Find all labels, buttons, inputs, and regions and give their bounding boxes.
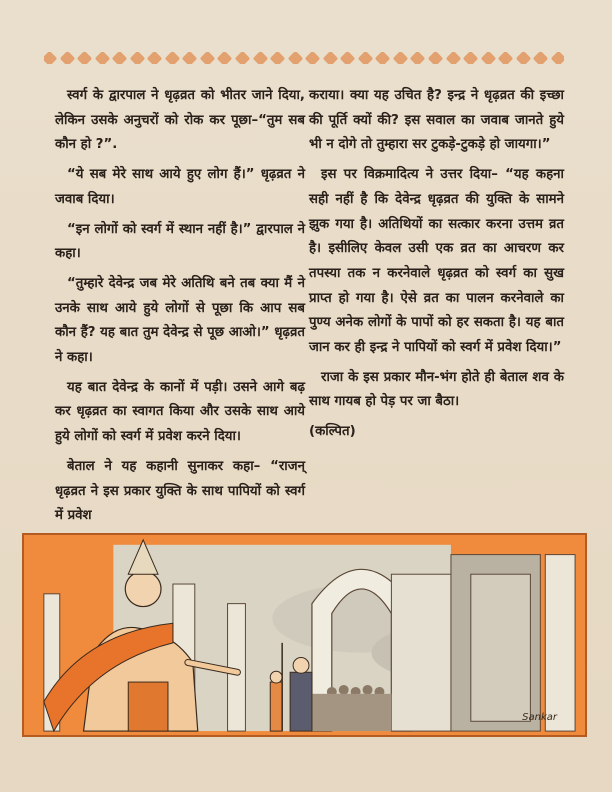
paragraph: बेताल ने यह कहानी सुनाकर कहा– “राजन् धृढ़व्रत ने इस प्रकार युक्ति के साथ पापियों को स्वर्ग में प्रवेश: [55, 458, 305, 524]
ornament-icon: [129, 52, 145, 64]
ornament-icon: [322, 52, 338, 64]
paragraph: “ये सब मेरे साथ आये हुए लोग हैं।” धृढ़व्रत ने जवाब दिया।: [55, 167, 305, 207]
ornament-icon: [200, 52, 216, 64]
ornament-icon: [498, 52, 514, 64]
ornament-icon: [182, 52, 198, 64]
ornament-icon: [358, 52, 374, 64]
ornament-icon: [217, 52, 233, 64]
story-ending-tag: (कल्पित): [309, 424, 356, 440]
paragraph: राजा के इस प्रकार मौन-भंग होते ही बेताल शव के साथ गायब हो पेड़ पर जा बैठा।: [309, 369, 564, 410]
ornament-icon: [44, 52, 57, 64]
paragraph: स्वर्ग के द्वारपाल ने धृढ़व्रत को भीतर जाने दिया, लेकिन उसके अनुचरों को रोक कर पूछा–“तुम सब कौन हो ?”.: [55, 88, 305, 153]
ornament-icon: [305, 52, 321, 64]
paragraph: “तुम्हारे देवेन्द्र जब मेरे अतिथि बने तब क्या मैं ने उनके साथ आये हुये लोगों से पूछा कि आप सब कौन हैं? यह बात तुम देवेन्द्र से पूछ आओ।” धृढ़व्रत ने कहा।: [55, 275, 305, 366]
ornament-icon: [533, 52, 549, 64]
ornament-icon: [340, 52, 356, 64]
ornament-icon: [428, 52, 444, 64]
ornament-icon: [463, 52, 479, 64]
ornament-icon: [77, 52, 93, 64]
ornament-icon: [375, 52, 391, 64]
ornament-icon: [112, 52, 128, 64]
ornament-icon: [165, 52, 181, 64]
story-column-left: [55, 84, 305, 534]
story-column-right: [309, 84, 564, 450]
decorative-border: [44, 52, 564, 64]
ornament-icon: [270, 52, 286, 64]
ornament-icon: [551, 52, 564, 64]
ornament-icon: [147, 52, 163, 64]
paragraph: “इन लोगों को स्वर्ग में स्थान नहीं है।” द्वारपाल ने कहा।: [55, 221, 305, 262]
ornament-icon: [515, 52, 531, 64]
ornament-icon: [235, 52, 251, 64]
ornament-icon: [287, 52, 303, 64]
ornament-icon: [410, 52, 426, 64]
ornament-icon: [393, 52, 409, 64]
paragraph: यह बात देवेन्द्र के कानों में पड़ी। उसने आगे बढ़ कर धृढ़व्रत का स्वागत किया और उसके साथ आये हुये लोगों को स्वर्ग में प्रवेश करने दिया।: [55, 379, 305, 445]
ornament-icon: [252, 52, 268, 64]
ornament-icon: [445, 52, 461, 64]
paragraph: इस पर विक्रमादित्य ने उत्तर दिया– “यह कहना सही नहीं है कि देवेन्द्र धृढ़व्रत की युक्ति के सामने झुक गया है। अतिथियों का सत्कार करना उत्तम व्रत है। इसीलिए केवल उसी एक व्रत का आचरण कर तपस्या तक न करनेवाले धृढ़व्रत को स्वर्ग का सुख प्राप्त हो गया है। ऐसे व्रत का पालन करनेवाले का पुण्य अनेक लोगों के पापों को हर सकता है। यह बात जान कर ही इन्द्र ने पापियों को स्वर्ग में प्रवेश दिया।”: [309, 167, 564, 356]
ornament-icon: [480, 52, 496, 64]
illustration-art: [24, 535, 585, 735]
paragraph: कराया। क्या यह उचित है? इन्द्र ने धृढ़व्रत की इच्छा की पूर्ति क्यों की? इस सवाल का जवाब जानते हुये भी न दोगे तो तुम्हारा सर टुकड़े-टुकड़े हो जायगा।”: [309, 88, 564, 153]
ornament-icon: [59, 52, 75, 64]
story-illustration: [22, 533, 587, 737]
ornament-icon: [94, 52, 110, 64]
artist-signature: Sankar: [522, 712, 557, 723]
